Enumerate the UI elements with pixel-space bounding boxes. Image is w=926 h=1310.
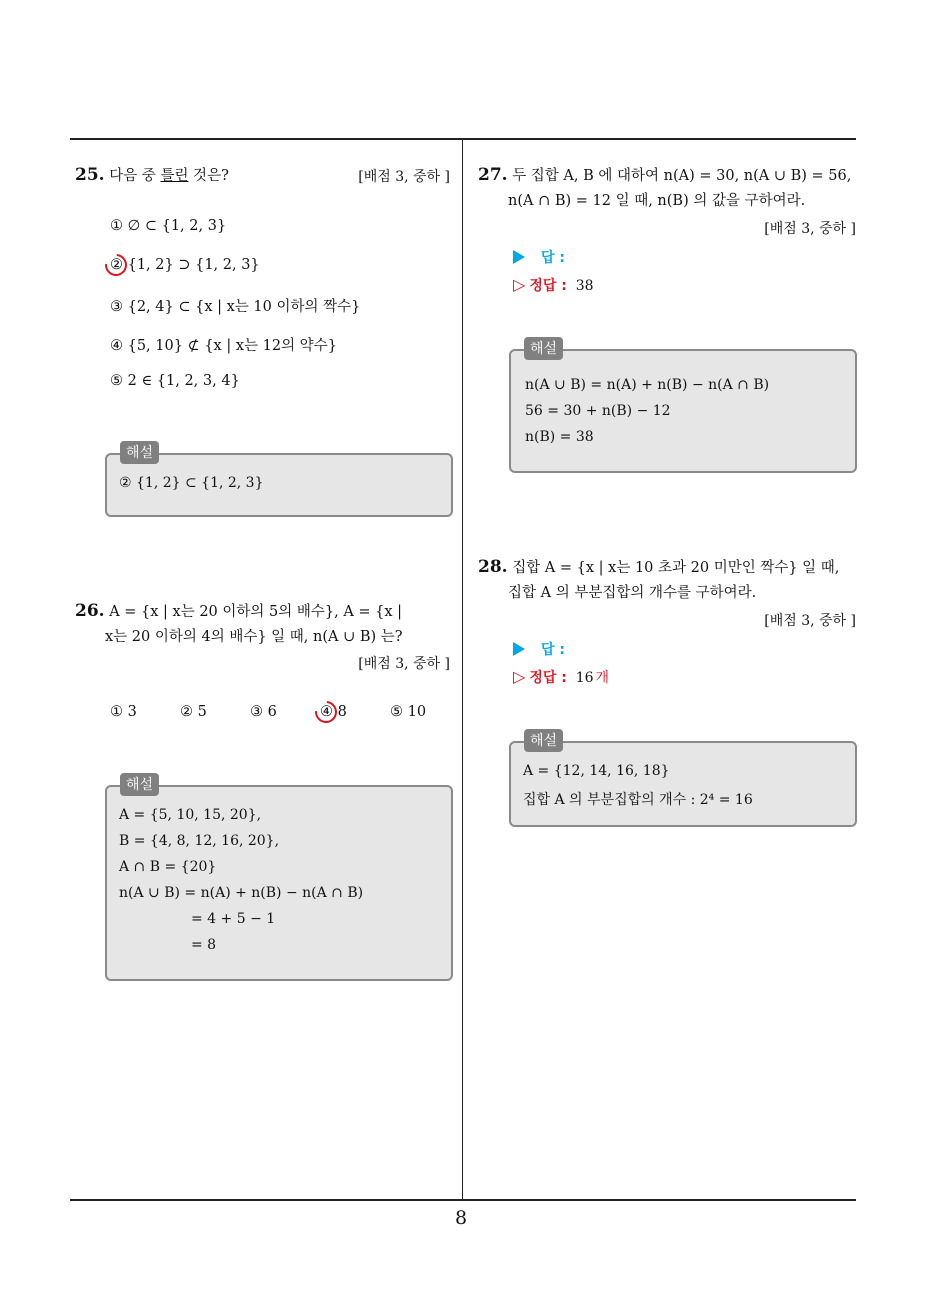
solution-line: B = {4, 8, 12, 16, 20},	[119, 833, 280, 849]
correct-label: 정답 :	[529, 670, 567, 686]
bottom-rule	[70, 1199, 856, 1201]
solution-tag: 해설	[120, 773, 159, 796]
correct-value: 16	[575, 670, 594, 686]
solution-line: A = {5, 10, 15, 20},	[119, 807, 262, 823]
solution-line: 집합 A 의 부분집합의 개수 : 2⁴ = 16	[523, 792, 753, 808]
question-number: 26.	[75, 601, 105, 621]
correct-answer-row	[513, 667, 609, 687]
option-1[interactable]: ① ∅ ⊂ {1, 2, 3}	[110, 218, 227, 234]
option-5[interactable]: ⑤ 2 ∈ {1, 2, 3, 4}	[110, 373, 240, 389]
correct-unit: 개	[595, 670, 610, 686]
play-arrow-icon	[513, 250, 525, 264]
solution-line: = 8	[191, 937, 217, 953]
outline-arrow-icon: ▷	[513, 275, 526, 294]
question-number: 25.	[75, 165, 105, 185]
question-text-line1: 두 집합 A, B 에 대하여 n(A) = 30, n(A ∪ B) = 56,	[512, 168, 852, 184]
solution-line: n(B) = 38	[525, 429, 594, 445]
solution-line: 56 = 30 + n(B) − 12	[525, 403, 671, 419]
question-text-line1: A = {x | x는 20 이하의 5의 배수}, A = {x |	[109, 604, 403, 620]
option-4[interactable]: ④ 8	[320, 704, 347, 720]
question-meta: [배점 3, 중하 ]	[358, 169, 450, 185]
solution-line: n(A ∪ B) = n(A) + n(B) − n(A ∩ B)	[119, 885, 364, 901]
question-26-stem	[75, 598, 402, 625]
question-text-line1: 집합 A = {x | x는 10 초과 20 미만인 짝수} 일 때,	[512, 560, 840, 576]
question-text-underlined: 틀린	[160, 168, 189, 184]
question-text: 다음 중	[109, 168, 161, 184]
answer-label: 답 :	[541, 642, 565, 658]
question-27-stem	[478, 162, 851, 189]
column-divider	[462, 139, 463, 1200]
question-text-line2: 집합 A 의 부분집합의 개수를 구하여라.	[508, 585, 757, 601]
option-2[interactable]: ② {1, 2} ⊃ {1, 2, 3}	[110, 257, 260, 273]
solution-tag: 해설	[524, 337, 563, 360]
option-1[interactable]: ① 3	[110, 704, 137, 720]
play-arrow-icon	[513, 642, 525, 656]
solution-box	[105, 785, 453, 981]
option-4[interactable]: ④ {5, 10} ⊄ {x | x는 12의 약수}	[110, 338, 337, 354]
option-3[interactable]: ③ {2, 4} ⊂ {x | x는 10 이하의 짝수}	[110, 299, 361, 315]
page-number: 8	[455, 1207, 468, 1229]
question-28-stem	[478, 554, 839, 581]
question-text-line2: x는 20 이하의 4의 배수} 일 때, n(A ∪ B) 는?	[105, 629, 403, 645]
solution-line: ② {1, 2} ⊂ {1, 2, 3}	[119, 475, 264, 491]
correct-label: 정답 :	[529, 278, 567, 294]
answer-mark-circle	[311, 697, 342, 728]
question-number: 28.	[478, 557, 508, 577]
answer-mark-circle	[101, 250, 132, 281]
question-text: 것은?	[188, 168, 229, 184]
outline-arrow-icon: ▷	[513, 667, 526, 686]
question-25-stem	[75, 162, 229, 189]
question-meta: [배점 3, 중하 ]	[358, 656, 450, 672]
option-2[interactable]: ② 5	[180, 704, 207, 720]
answer-row[interactable]	[513, 639, 565, 659]
question-number: 27.	[478, 165, 508, 185]
solution-line: = 4 + 5 − 1	[191, 911, 276, 927]
solution-box	[509, 349, 857, 473]
solution-line: A ∩ B = {20}	[119, 859, 217, 875]
solution-line: n(A ∪ B) = n(A) + n(B) − n(A ∩ B)	[525, 377, 770, 393]
solution-box	[509, 741, 857, 827]
question-text-line2: n(A ∩ B) = 12 일 때, n(B) 의 값을 구하여라.	[508, 193, 806, 209]
solution-line: A = {12, 14, 16, 18}	[523, 763, 670, 779]
answer-row[interactable]	[513, 247, 565, 267]
correct-value: 38	[575, 278, 594, 294]
answer-label: 답 :	[541, 250, 565, 266]
question-meta: [배점 3, 중하 ]	[764, 221, 856, 237]
solution-tag: 해설	[524, 729, 563, 752]
solution-tag: 해설	[120, 441, 159, 464]
option-5[interactable]: ⑤ 10	[390, 704, 427, 720]
question-meta: [배점 3, 중하 ]	[764, 613, 856, 629]
option-3[interactable]: ③ 6	[250, 704, 277, 720]
correct-answer-row	[513, 275, 594, 295]
